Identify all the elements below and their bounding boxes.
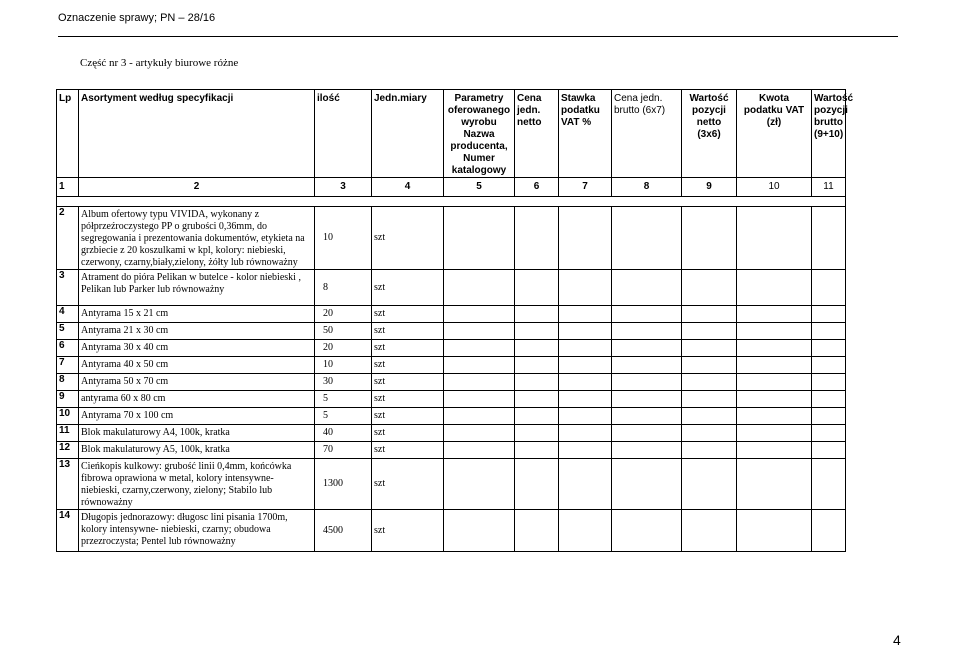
- table-row: [57, 306, 846, 323]
- row-quantity: 5: [315, 391, 372, 408]
- row-quantity: 40: [315, 425, 372, 442]
- row-quantity: 10: [315, 357, 372, 374]
- document-header: Oznaczenie sprawy; PN – 28/16: [58, 12, 216, 24]
- row-unit: szt: [372, 442, 444, 459]
- col-number: 3: [315, 178, 372, 197]
- header-rule: [58, 36, 898, 37]
- row-lp: 10: [57, 408, 79, 425]
- table-row: [57, 510, 846, 552]
- row-quantity: 1300: [315, 459, 372, 510]
- row-unit: szt: [372, 374, 444, 391]
- col-number: 9: [682, 178, 737, 197]
- row-unit: szt: [372, 459, 444, 510]
- offer-table: [56, 89, 854, 552]
- col-header-gross-value: Wartość pozycji brutto (9+10): [812, 90, 846, 178]
- row-unit: szt: [372, 340, 444, 357]
- spacer-row: [57, 197, 846, 207]
- row-unit: szt: [372, 510, 444, 552]
- col-number: 4: [372, 178, 444, 197]
- row-description: Blok makulaturowy A5, 100k, kratka: [79, 442, 315, 459]
- page-number: 4: [893, 632, 901, 648]
- row-unit: szt: [372, 357, 444, 374]
- col-header-vat-rate: Stawka podatku VAT %: [559, 90, 612, 178]
- row-description: antyrama 60 x 80 cm: [79, 391, 315, 408]
- row-lp: 5: [57, 323, 79, 340]
- col-number: 7: [559, 178, 612, 197]
- table-row: [57, 374, 846, 391]
- row-lp: 4: [57, 306, 79, 323]
- row-description: Antyrama 15 x 21 cm: [79, 306, 315, 323]
- row-quantity: 10: [315, 207, 372, 270]
- table-row: [57, 207, 846, 270]
- col-number: 5: [444, 178, 515, 197]
- col-header-quantity: ilość: [315, 90, 372, 178]
- row-lp: 9: [57, 391, 79, 408]
- col-number: 8: [612, 178, 682, 197]
- row-quantity: 20: [315, 340, 372, 357]
- row-quantity: 50: [315, 323, 372, 340]
- table-row: [57, 425, 846, 442]
- row-lp: 6: [57, 340, 79, 357]
- row-quantity: 5: [315, 408, 372, 425]
- row-unit: szt: [372, 323, 444, 340]
- header-row: [57, 90, 846, 178]
- table-row: [57, 442, 846, 459]
- col-number: 6: [515, 178, 559, 197]
- row-lp: 14: [57, 510, 79, 552]
- row-lp: 3: [57, 270, 79, 306]
- row-quantity: 8: [315, 270, 372, 306]
- row-description: Antyrama 40 x 50 cm: [79, 357, 315, 374]
- col-header-unit: Jedn.miary: [372, 90, 444, 178]
- row-description: Długopis jednorazowy: długosc lini pisania 1700m, kolory intensywne- niebieski, czarny; obudowa przezroczysta; Pentel lub równoważny: [79, 510, 315, 552]
- table-row: [57, 459, 846, 510]
- row-unit: szt: [372, 391, 444, 408]
- row-description: Album ofertowy typu VIVIDA, wykonany z półprzeźroczystego PP o grubości 0,36mm, do segregowania i prezentowania dokumentów, etykieta na grzbiecie z 20 koszulkami w kpl, kolory: niebieski, czerwony, czarny,biały,zielony, żółty lub równoważny: [79, 207, 315, 270]
- col-header-parameters: Parametry oferowanego wyrobu Nazwa producenta, Numer katalogowy: [444, 90, 515, 178]
- row-lp: 11: [57, 425, 79, 442]
- col-number: 10: [737, 178, 812, 197]
- row-unit: szt: [372, 207, 444, 270]
- col-header-lp: Lp: [57, 90, 79, 178]
- row-description: Atrament do pióra Pelikan w butelce - kolor niebieski , Pelikan lub Parker lub równoważny: [79, 270, 315, 306]
- row-quantity: 30: [315, 374, 372, 391]
- table-row: [57, 323, 846, 340]
- col-number: 1: [57, 178, 79, 197]
- row-description: Antyrama 30 x 40 cm: [79, 340, 315, 357]
- col-number: 2: [79, 178, 315, 197]
- table-row: [57, 408, 846, 425]
- col-header-vat-amount: Kwota podatku VAT (zł): [737, 90, 812, 178]
- col-header-assortment: Asortyment według specyfikacji: [79, 90, 315, 178]
- column-number-row: [57, 178, 846, 197]
- row-unit: szt: [372, 306, 444, 323]
- row-description: Blok makulaturowy A4, 100k, kratka: [79, 425, 315, 442]
- table-row: [57, 270, 846, 306]
- row-description: Antyrama 50 x 70 cm: [79, 374, 315, 391]
- col-header-unit-gross-price: Cena jedn. brutto (6x7): [612, 90, 682, 178]
- table-row: [57, 340, 846, 357]
- row-description: Cieńkopis kulkowy: grubość linii 0,4mm, końcówka fibrowa oprawiona w metal, kolory intensywne- niebieski, czarny,czerwony, zielony; Stabilo lub równoważny: [79, 459, 315, 510]
- row-description: Antyrama 21 x 30 cm: [79, 323, 315, 340]
- row-description: Antyrama 70 x 100 cm: [79, 408, 315, 425]
- row-quantity: 4500: [315, 510, 372, 552]
- table-row: [57, 357, 846, 374]
- row-lp: 7: [57, 357, 79, 374]
- row-unit: szt: [372, 270, 444, 306]
- col-number: 11: [812, 178, 846, 197]
- col-header-net-value: Wartość pozycji netto (3x6): [682, 90, 737, 178]
- row-quantity: 20: [315, 306, 372, 323]
- row-lp: 12: [57, 442, 79, 459]
- table-row: [57, 391, 846, 408]
- part-title: Część nr 3 - artykuły biurowe różne: [80, 57, 239, 69]
- row-lp: 8: [57, 374, 79, 391]
- row-lp: 13: [57, 459, 79, 510]
- row-lp: 2: [57, 207, 79, 270]
- col-header-unit-net-price: Cena jedn. netto: [515, 90, 559, 178]
- row-quantity: 70: [315, 442, 372, 459]
- row-unit: szt: [372, 408, 444, 425]
- row-unit: szt: [372, 425, 444, 442]
